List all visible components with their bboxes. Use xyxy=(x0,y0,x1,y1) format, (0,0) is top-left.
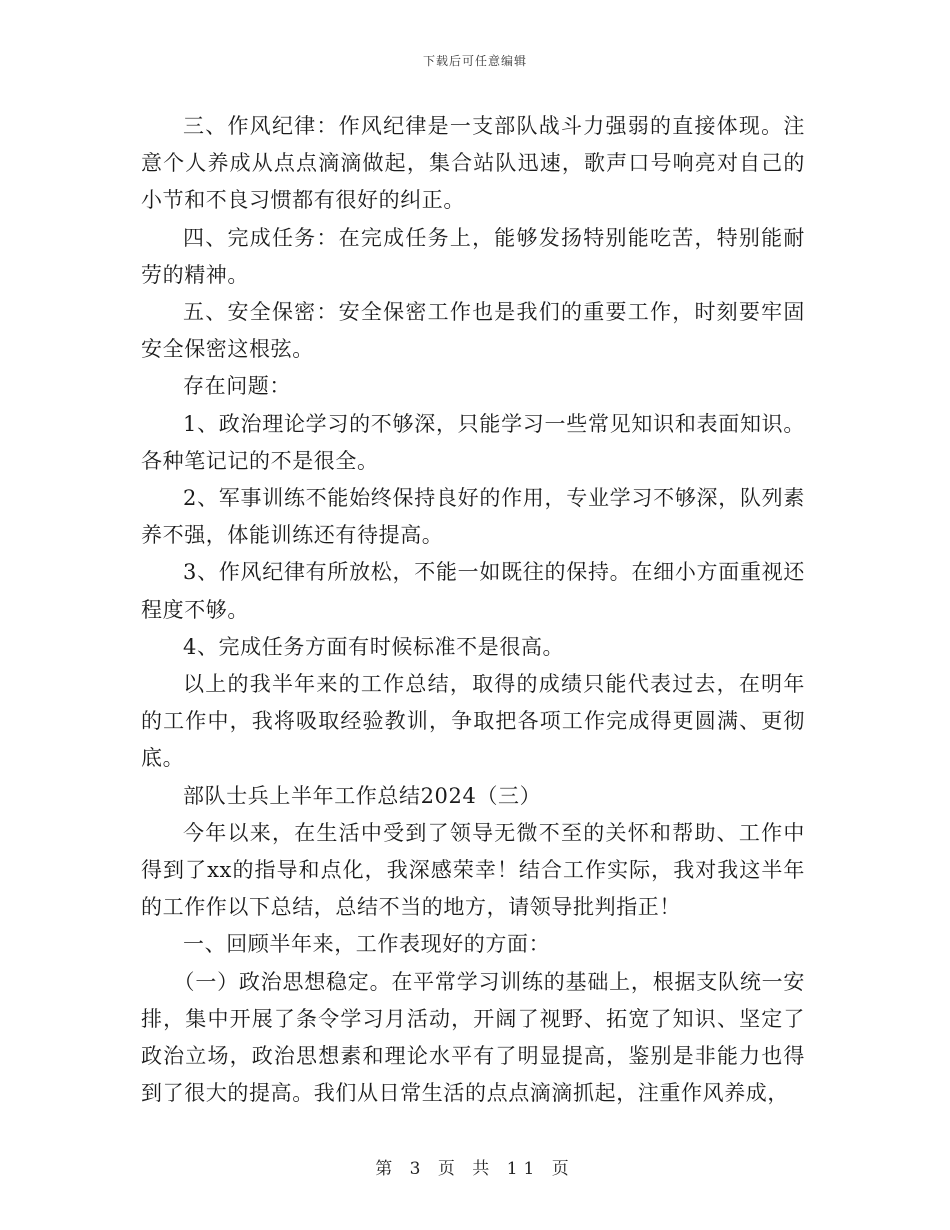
page-footer: 第 3 页 共 11 页 xyxy=(375,1159,575,1179)
paragraph-problem-4: 4、完成任务方面有时候标准不是很高。 xyxy=(183,634,565,659)
paragraph-intro: 今年以来，在生活中受到了领导无微不至的关怀和帮助、工作中得到了xx的指导和点化，我深感荣幸！结合工作实际，我对我这半年的工作作以下总结，总结不当的地方，请领导批判指正！ xyxy=(141,820,805,920)
section-title: 部队士兵上半年工作总结2024（三） xyxy=(183,783,542,808)
paragraph-problems-heading: 存在问题： xyxy=(183,374,291,399)
document-body xyxy=(141,108,805,1112)
paragraph-problem-3: 3、作风纪律有所放松，不能一如既往的保持。在细小方面重视还程度不够。 xyxy=(141,560,805,622)
paragraph-security: 五、安全保密：安全保密工作也是我们的重要工作，时刻要牢固安全保密这根弦。 xyxy=(141,300,805,362)
paragraph-problem-2: 2、军事训练不能始终保持良好的作用，专业学习不够深，队列素养不强，体能训练还有待提高。 xyxy=(141,486,805,548)
paragraph-conclusion: 以上的我半年来的工作总结，取得的成绩只能代表过去，在明年的工作中，我将吸取经验教训，争取把各项工作完成得更圆满、更彻底。 xyxy=(141,672,805,771)
paragraph-problem-1: 1、政治理论学习的不够深，只能学习一些常见知识和表面知识。各种笔记记的不是很全。 xyxy=(141,411,805,473)
paragraph-complete-tasks: 四、完成任务：在完成任务上，能够发扬特别能吃苦，特别能耐劳的精神。 xyxy=(141,225,805,287)
paragraph-review-heading: 一、回顾半年来，工作表现好的方面： xyxy=(183,932,551,957)
page-header: 下载后可任意编辑 xyxy=(422,54,527,68)
paragraph-political-thought: （一）政治思想稳定。在平常学习训练的基础上，根据支队统一安排，集中开展了条令学习月活动，开阔了视野、拓宽了知识、坚定了政治立场，政治思想素和理论水平有了明显提高，鉴别是非能力也得到了很大的提高。我们从日常生活的点点滴滴抓起，注重作风养成， xyxy=(141,969,805,1106)
paragraph-work-style: 三、作风纪律：作风纪律是一支部队战斗力强弱的直接体现。注意个人养成从点点滴滴做起，集合站队迅速，歌声口号响亮对自己的小节和不良习惯都有很好的纠正。 xyxy=(141,114,805,213)
